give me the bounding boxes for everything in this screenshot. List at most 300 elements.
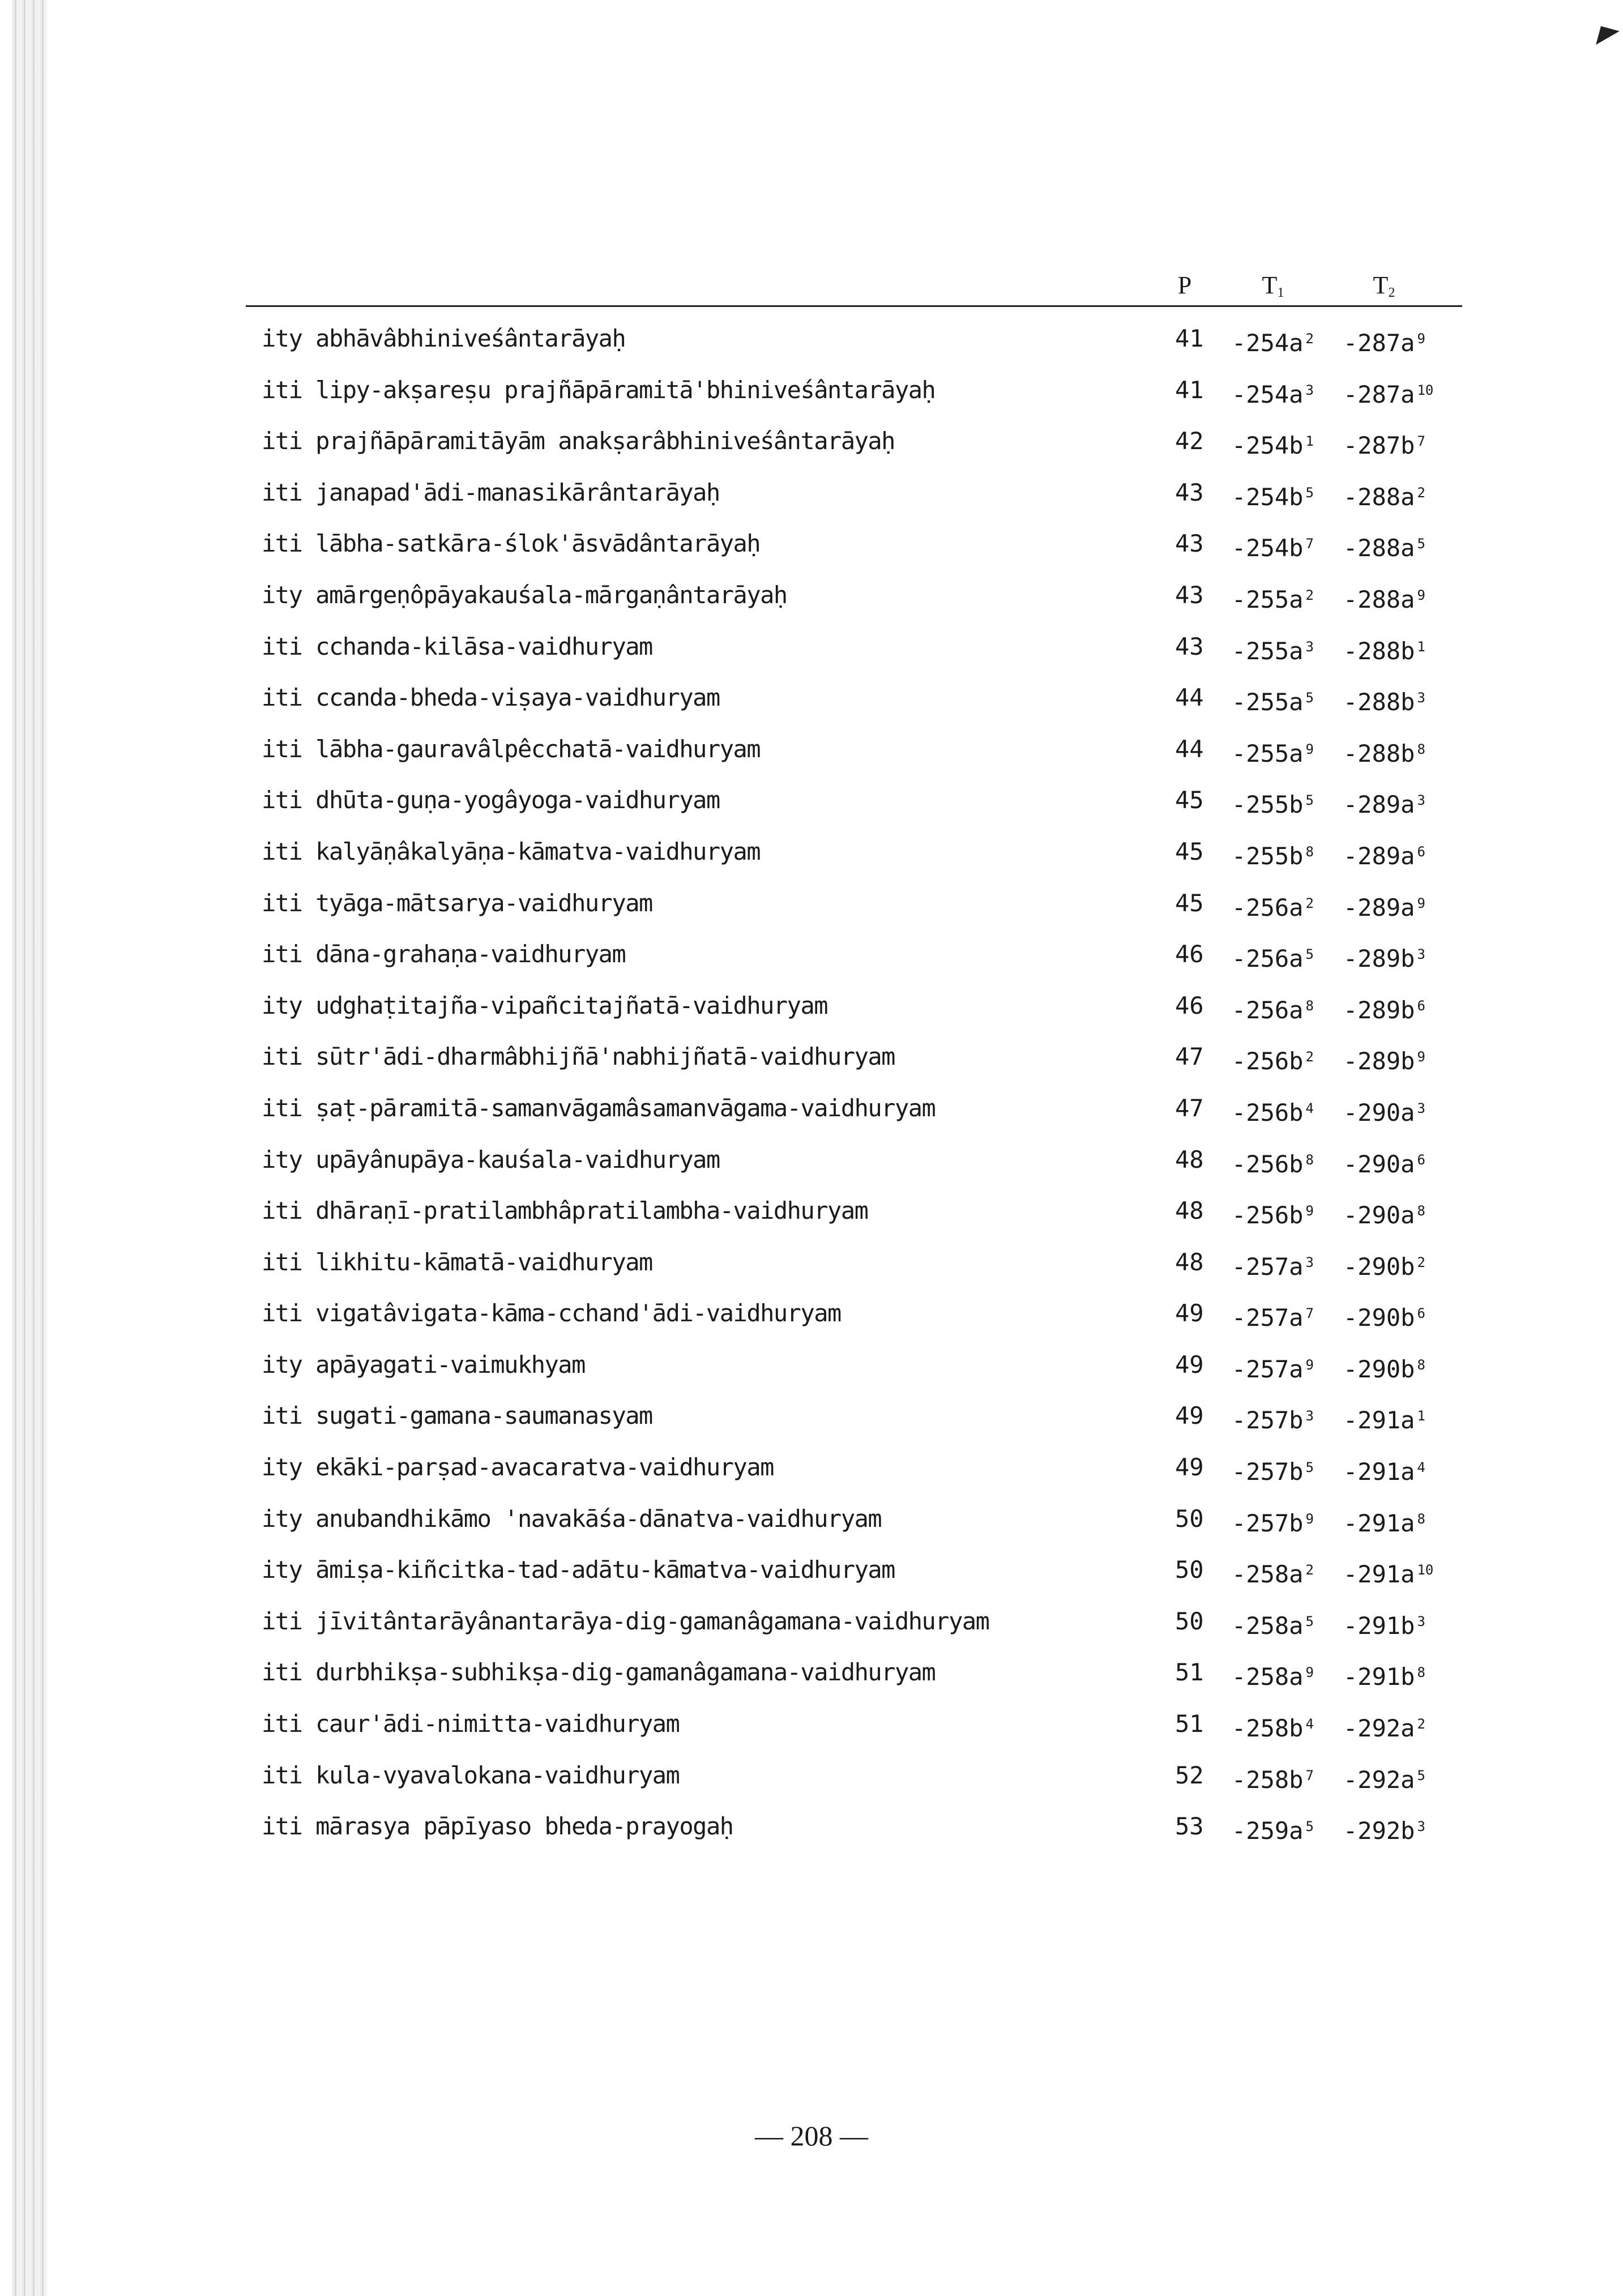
table-row [0, 1502, 1623, 1554]
t2-line: 9 [1417, 895, 1425, 911]
t2-line: 10 [1417, 1562, 1434, 1578]
page-ref-p: 48 [1175, 1248, 1204, 1276]
t1-ref: -257b [1232, 1458, 1304, 1486]
page-ref-p: 45 [1175, 889, 1204, 917]
table-row [0, 1296, 1623, 1348]
t1-ref: -258b [1232, 1714, 1304, 1743]
entry-prefix: iti [262, 684, 302, 712]
t2-ref: -291b [1343, 1663, 1415, 1691]
t1-ref: -254b [1232, 483, 1304, 511]
t1-line: 2 [1305, 1049, 1314, 1065]
page-ref-t1 [1232, 1759, 1314, 1797]
page-ref-p: 41 [1175, 325, 1204, 352]
t2-ref: -292b [1343, 1817, 1415, 1845]
table-row [0, 1707, 1623, 1759]
t1-ref: -257b [1232, 1406, 1304, 1435]
entry-prefix: ity [262, 1556, 302, 1584]
t1-ref: -255a [1232, 585, 1304, 613]
table-row [0, 1604, 1623, 1656]
t2-line: 8 [1417, 741, 1425, 757]
t2-line: 3 [1417, 690, 1425, 706]
page-ref-p: 53 [1175, 1812, 1204, 1841]
t2-line: 3 [1417, 946, 1425, 963]
entry-text [262, 1348, 585, 1382]
column-header-p [1173, 271, 1196, 300]
t2-line: 6 [1417, 1305, 1425, 1322]
t2-ref: -292a [1343, 1765, 1415, 1794]
t1-line: 8 [1305, 1151, 1314, 1168]
t2-ref: -292a [1343, 1714, 1415, 1743]
t2-line: 6 [1417, 1151, 1425, 1168]
page-number: — 208 — [755, 2120, 868, 2152]
t2-ref: -290a [1343, 1150, 1415, 1178]
t1-line: 2 [1305, 331, 1314, 347]
entry-body: kula-vyavalokana-vaidhuryam [315, 1761, 680, 1789]
table-row [0, 1194, 1623, 1245]
page-ref-t1 [1232, 1655, 1314, 1694]
t2-ref: -290b [1343, 1252, 1415, 1281]
entry-text [262, 1655, 935, 1689]
concordance-table [0, 322, 1623, 1861]
table-row [0, 1143, 1623, 1194]
entry-body: kalyāṇâkalyāṇa-kāmatva-vaidhuryam [315, 837, 761, 865]
entry-prefix: iti [262, 1299, 302, 1328]
page-ref-t1 [1232, 1245, 1314, 1284]
t1-ref: -255a [1232, 688, 1304, 716]
t1-line: 7 [1305, 1305, 1314, 1322]
t1-ref: -257a [1232, 1355, 1304, 1383]
entry-text [262, 1040, 895, 1074]
entry-gap [302, 1453, 315, 1481]
page-ref-t1 [1232, 937, 1314, 976]
page-ref-t2 [1343, 1348, 1425, 1386]
entry-body: dāna-grahaṇa-vaidhuryam [315, 940, 626, 968]
page-ref-t2 [1343, 1296, 1425, 1335]
t1-line: 9 [1305, 1203, 1314, 1219]
table-row [0, 476, 1623, 527]
entry-text [262, 1553, 895, 1587]
page-ref-p: 49 [1175, 1350, 1204, 1379]
t1-ref: -258b [1232, 1765, 1304, 1794]
page-ref-t1 [1232, 1399, 1314, 1437]
entry-prefix: iti [262, 786, 302, 814]
entry-text [262, 1194, 868, 1228]
entry-gap [302, 1812, 315, 1840]
table-row [0, 1245, 1623, 1297]
entry-gap [302, 1505, 315, 1533]
table-row [0, 630, 1623, 681]
t2-ref: -291a [1343, 1560, 1415, 1589]
entry-gap [302, 735, 315, 763]
entry-body: apāyagati-vaimukhyam [315, 1350, 585, 1379]
page-ref-p: 43 [1175, 581, 1204, 609]
t1-line: 2 [1305, 895, 1314, 911]
entry-prefix: iti [262, 1710, 302, 1738]
t2-ref: -291b [1343, 1611, 1415, 1640]
t1-ref: -254a [1232, 380, 1304, 408]
t2-ref: -291a [1343, 1458, 1415, 1486]
t1-line: 3 [1305, 1254, 1314, 1270]
t1-line: 9 [1305, 1665, 1314, 1681]
t2-ref: -288b [1343, 688, 1415, 716]
entry-text [262, 681, 720, 715]
table-row [0, 424, 1623, 476]
entry-prefix: ity [262, 1453, 302, 1482]
page-ref-t2 [1343, 527, 1425, 565]
t1-ref: -255b [1232, 791, 1304, 819]
t1-ref: -254b [1232, 534, 1304, 562]
page-ref-t2 [1343, 732, 1425, 771]
page-ref-p: 50 [1175, 1607, 1204, 1635]
page-ref-p: 51 [1175, 1710, 1204, 1738]
t1-line: 5 [1305, 792, 1314, 809]
t2-ref: -287a [1343, 380, 1415, 408]
t1-line: 2 [1305, 1562, 1314, 1578]
entry-gap [302, 530, 315, 557]
entry-gap [302, 1402, 315, 1429]
entry-gap [302, 581, 315, 609]
page-ref-t2 [1343, 1091, 1425, 1130]
page-ref-t2 [1343, 1245, 1425, 1284]
t2-line: 2 [1417, 1254, 1425, 1270]
page-ref-p: 42 [1175, 427, 1204, 455]
entry-gap [302, 1607, 315, 1635]
entry-text [262, 373, 935, 407]
page-ref-t2 [1343, 373, 1433, 412]
entry-body: sugati-gamana-saumanasyam [315, 1402, 652, 1430]
entry-gap [302, 427, 315, 455]
entry-prefix: ity [262, 581, 302, 609]
page-ref-t1 [1232, 1450, 1314, 1489]
page-ref-p: 50 [1175, 1504, 1204, 1533]
entry-body: caur'ādi-nimitta-vaidhuryam [315, 1710, 680, 1738]
entry-gap [302, 1658, 315, 1686]
entry-prefix: ity [262, 991, 302, 1019]
t1-ref: -257a [1232, 1252, 1304, 1281]
t1-line: 4 [1305, 1100, 1314, 1116]
t1-line: 5 [1305, 1613, 1314, 1629]
page-ref-t1 [1232, 1604, 1314, 1643]
table-row [0, 1759, 1623, 1810]
entry-text [262, 1399, 652, 1433]
entry-text [262, 1450, 774, 1484]
entry-body: dhūta-guṇa-yogâyoga-vaidhuryam [315, 786, 720, 814]
t2-ref: -288a [1343, 534, 1415, 562]
page-ref-t2 [1343, 1810, 1425, 1848]
page-ref-p: 50 [1175, 1556, 1204, 1584]
entry-prefix: iti [262, 1761, 302, 1789]
page-ref-p: 51 [1175, 1658, 1204, 1687]
entry-prefix: ity [262, 1145, 302, 1173]
entry-prefix: ity [262, 1504, 302, 1533]
entry-prefix: iti [262, 889, 302, 917]
page-ref-t2 [1343, 1707, 1425, 1746]
page-ref-t2 [1343, 783, 1425, 822]
t1-line: 5 [1305, 946, 1314, 963]
table-row [0, 681, 1623, 732]
t1-line: 4 [1305, 1716, 1314, 1732]
table-row [0, 989, 1623, 1040]
t2-line: 3 [1417, 1100, 1425, 1116]
entry-text [262, 989, 827, 1023]
page-ref-t2 [1343, 886, 1425, 925]
entry-body: abhāvâbhiniveśântarāyaḥ [315, 325, 626, 352]
entry-gap [302, 992, 315, 1019]
entry-text [262, 783, 720, 817]
entry-body: lipy-akṣareṣu prajñāpāramitā'bhiniveśântarāyaḥ [315, 375, 936, 404]
t2-line: 8 [1417, 1665, 1425, 1681]
t1-line: 9 [1305, 1356, 1314, 1373]
entry-text [262, 1759, 679, 1793]
t1-line: 5 [1305, 690, 1314, 706]
t2-ref: -289a [1343, 893, 1415, 921]
page-ref-t2 [1343, 630, 1425, 668]
page-ref-p: 41 [1175, 375, 1204, 404]
page-ref-t2 [1343, 937, 1425, 976]
page-ref-t1 [1232, 783, 1314, 822]
table-header [0, 271, 1623, 299]
t2-line: 8 [1417, 1510, 1425, 1527]
t1-line: 1 [1305, 433, 1314, 450]
t2-line: 3 [1417, 1613, 1425, 1629]
entry-text [262, 1296, 841, 1330]
t2-ref: -290b [1343, 1304, 1415, 1332]
entry-prefix: iti [262, 478, 302, 506]
t2-ref: -290b [1343, 1355, 1415, 1383]
entry-body: āmiṣa-kiñcitka-tad-adātu-kāmatva-vaidhuryam [315, 1556, 895, 1584]
t1-line: 3 [1305, 638, 1314, 655]
t1-ref: -258a [1232, 1663, 1304, 1691]
entry-text [262, 630, 652, 664]
entry-prefix: iti [262, 1094, 302, 1122]
t2-line: 10 [1417, 382, 1434, 398]
entry-body: vigatâvigata-kāma-cchand'ādi-vaidhuryam [315, 1299, 841, 1328]
t2-ref: -289b [1343, 1047, 1415, 1076]
page-ref-p: 45 [1175, 786, 1204, 814]
entry-text [262, 1810, 733, 1843]
page-ref-p: 44 [1175, 735, 1204, 763]
entry-text [262, 1143, 720, 1177]
column-header-t1-sub: 1 [1277, 285, 1284, 300]
page-ref-t1 [1232, 886, 1314, 925]
t1-ref: -256b [1232, 1098, 1304, 1126]
entry-gap [302, 889, 315, 917]
page-ref-p: 46 [1175, 940, 1204, 968]
t1-line: 8 [1305, 997, 1314, 1014]
column-header-t2 [1361, 271, 1407, 301]
entry-gap [302, 1299, 315, 1327]
entry-body: dhāraṇī-pratilambhâpratilambha-vaidhuryam [315, 1197, 868, 1225]
table-row [0, 1655, 1623, 1707]
page-ref-t1 [1232, 1502, 1314, 1540]
t2-ref: -291a [1343, 1406, 1415, 1435]
page-ref-t1 [1232, 835, 1314, 873]
table-row [0, 783, 1623, 835]
t1-ref: -258a [1232, 1611, 1304, 1640]
entry-prefix: iti [262, 940, 302, 968]
entry-gap [302, 1556, 315, 1584]
page-ref-t1 [1232, 1810, 1314, 1848]
page-ref-t2 [1343, 835, 1425, 873]
page-ref-p: 52 [1175, 1761, 1204, 1789]
t1-ref: -254a [1232, 329, 1304, 357]
entry-gap [302, 633, 315, 660]
table-row [0, 1450, 1623, 1502]
entry-body: cchanda-kilāsa-vaidhuryam [315, 632, 652, 660]
entry-prefix: iti [262, 1248, 302, 1276]
t1-line: 3 [1305, 382, 1314, 398]
page-ref-t1 [1232, 322, 1314, 360]
column-header-t2-base: T [1373, 271, 1389, 299]
page-ref-p: 47 [1175, 1043, 1204, 1071]
t1-line: 7 [1305, 1767, 1314, 1783]
column-header-p-label: P [1177, 271, 1192, 299]
page-ref-p: 47 [1175, 1094, 1204, 1122]
t1-line: 3 [1305, 1408, 1314, 1424]
t2-ref: -289b [1343, 996, 1415, 1024]
table-row [0, 1040, 1623, 1091]
entry-gap [302, 1043, 315, 1070]
page-ref-p: 48 [1175, 1197, 1204, 1225]
page-ref-t1 [1232, 1143, 1314, 1181]
entry-body: likhitu-kāmatā-vaidhuryam [315, 1248, 652, 1276]
t2-ref: -287b [1343, 432, 1415, 460]
column-header-t2-sub: 2 [1388, 285, 1395, 300]
t2-line: 6 [1417, 843, 1425, 860]
entry-text [262, 1502, 881, 1536]
table-row [0, 527, 1623, 578]
entry-text [262, 886, 652, 920]
t2-line: 6 [1417, 997, 1425, 1014]
entry-text [262, 578, 787, 612]
entry-body: lābha-gauravâlpêcchatā-vaidhuryam [315, 735, 761, 763]
page-ref-p: 48 [1175, 1145, 1204, 1173]
t1-line: 9 [1305, 1510, 1314, 1527]
t1-ref: -256b [1232, 1150, 1304, 1178]
entry-body: ccanda-bheda-viṣaya-vaidhuryam [315, 684, 720, 712]
t1-ref: -256a [1232, 996, 1304, 1024]
page-ref-t2 [1343, 1604, 1425, 1643]
page-ref-t2 [1343, 1759, 1425, 1797]
entry-gap [302, 1710, 315, 1738]
column-header-t1-base: T [1262, 271, 1278, 299]
entry-body: amārgeṇôpāyakauśala-mārgaṇântarāyaḥ [315, 581, 787, 609]
t1-line: 9 [1305, 741, 1314, 757]
t2-ref: -289a [1343, 791, 1415, 819]
t2-line: 2 [1417, 1716, 1425, 1732]
table-row [0, 732, 1623, 784]
table-row [0, 322, 1623, 373]
page-ref-p: 49 [1175, 1402, 1204, 1430]
page-ref-t1 [1232, 1707, 1314, 1746]
table-row [0, 886, 1623, 938]
corner-mark-artifact [1596, 26, 1620, 50]
t2-ref: -288b [1343, 637, 1415, 665]
entry-body: janapad'ādi-manasikārântarāyaḥ [315, 478, 720, 506]
table-row [0, 1091, 1623, 1143]
entry-gap [302, 684, 315, 711]
page-ref-t2 [1343, 424, 1425, 463]
entry-text [262, 424, 895, 458]
entry-text [262, 527, 760, 561]
entry-prefix: iti [262, 837, 302, 865]
t2-ref: -287a [1343, 329, 1415, 357]
page-ref-p: 46 [1175, 991, 1204, 1019]
t1-ref: -255a [1232, 739, 1304, 767]
entry-gap [302, 325, 315, 352]
page-ref-t1 [1232, 1553, 1314, 1591]
table-row [0, 578, 1623, 630]
entry-body: mārasya pāpīyaso bheda-prayogaḥ [315, 1812, 733, 1841]
page-ref-p: 43 [1175, 530, 1204, 558]
page-ref-t1 [1232, 1091, 1314, 1130]
t2-ref: -288a [1343, 483, 1415, 511]
t2-ref: -291a [1343, 1509, 1415, 1537]
page-ref-t2 [1343, 1450, 1425, 1489]
entry-gap [302, 786, 315, 814]
page-ref-t2 [1343, 1194, 1425, 1232]
t2-line: 9 [1417, 1049, 1425, 1065]
page-ref-t1 [1232, 527, 1314, 565]
entry-body: sūtr'ādi-dharmâbhijñā'nabhijñatā-vaidhuryam [315, 1043, 895, 1071]
column-header-t1 [1250, 271, 1296, 301]
entry-prefix: iti [262, 530, 302, 558]
entry-prefix: ity [262, 1350, 302, 1379]
entry-body: durbhikṣa-subhikṣa-dig-gamanâgamana-vaidhuryam [315, 1658, 936, 1687]
entry-prefix: iti [262, 735, 302, 763]
t2-ref: -288b [1343, 739, 1415, 767]
entry-text [262, 937, 625, 971]
entry-text [262, 1707, 679, 1741]
page-ref-p: 49 [1175, 1453, 1204, 1482]
t1-line: 8 [1305, 843, 1314, 860]
entry-body: lābha-satkāra-ślok'āsvādântarāyaḥ [315, 530, 761, 558]
page-ref-t1 [1232, 989, 1314, 1027]
table-row [0, 937, 1623, 989]
t2-ref: -290a [1343, 1201, 1415, 1230]
t2-ref: -290a [1343, 1098, 1415, 1126]
entry-text [262, 322, 625, 356]
t2-line: 3 [1417, 1819, 1425, 1835]
t1-ref: -254b [1232, 432, 1304, 460]
t1-line: 7 [1305, 536, 1314, 552]
t2-line: 1 [1417, 638, 1425, 655]
entry-text [262, 1604, 989, 1638]
page-ref-p: 43 [1175, 478, 1204, 506]
page-ref-t1 [1232, 1194, 1314, 1232]
entry-body: upāyânupāya-kauśala-vaidhuryam [315, 1145, 720, 1173]
t1-line: 5 [1305, 1819, 1314, 1835]
entry-prefix: ity [262, 325, 302, 352]
page-ref-t2 [1343, 1655, 1425, 1694]
table-row [0, 373, 1623, 425]
t2-line: 7 [1417, 433, 1425, 450]
entry-prefix: iti [262, 1197, 302, 1225]
t2-line: 3 [1417, 792, 1425, 809]
t2-ref: -289a [1343, 842, 1415, 870]
t1-ref: -255a [1232, 637, 1304, 665]
entry-text [262, 476, 720, 510]
t2-ref: -288a [1343, 585, 1415, 613]
entry-prefix: iti [262, 1043, 302, 1071]
page-ref-t2 [1343, 322, 1425, 360]
entry-body: ekāki-parṣad-avacaratva-vaidhuryam [315, 1453, 774, 1482]
entry-text [262, 1091, 935, 1125]
t1-ref: -256b [1232, 1047, 1304, 1076]
t1-line: 5 [1305, 1459, 1314, 1476]
table-row [0, 1399, 1623, 1450]
entry-body: anubandhikāmo 'navakāśa-dānatva-vaidhuryam [315, 1504, 882, 1533]
